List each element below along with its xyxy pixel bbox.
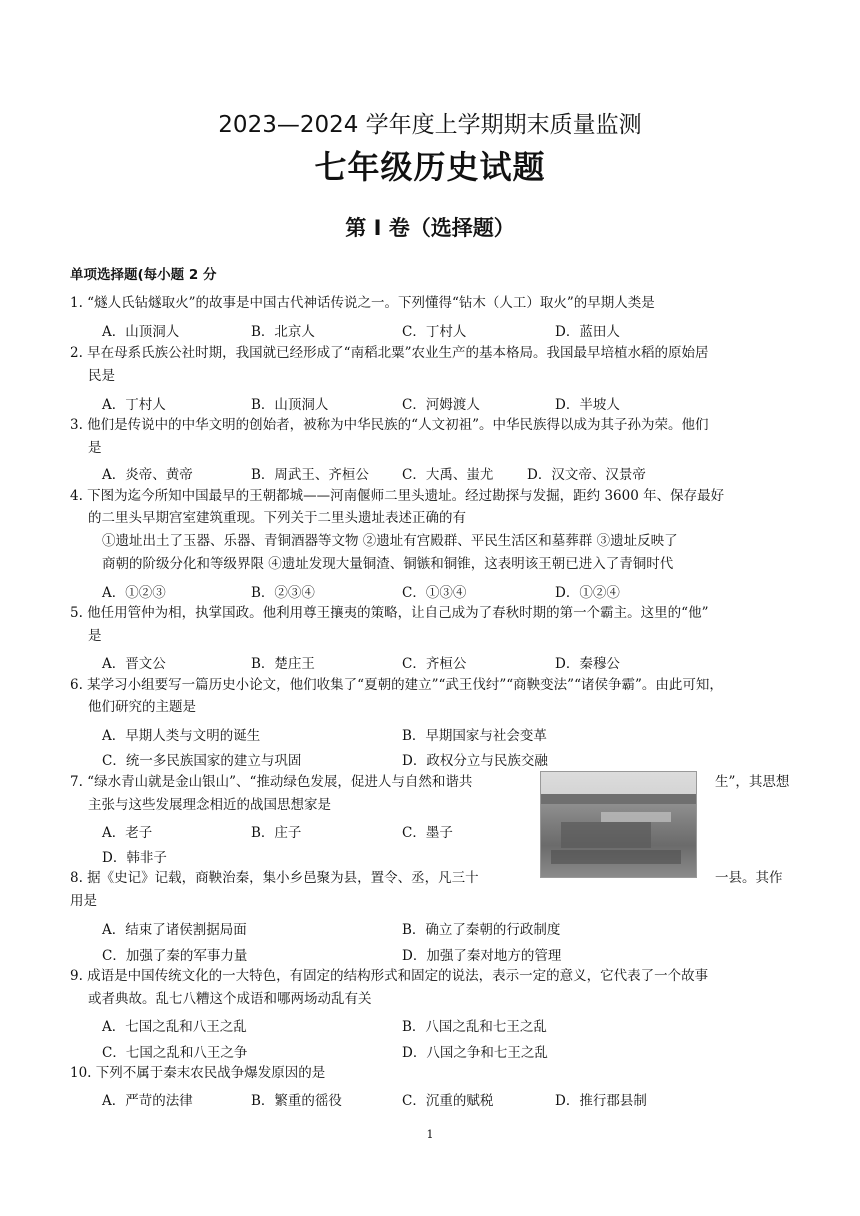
- q6-option-c: C．统一多民族国家的建立与巩固: [102, 753, 302, 769]
- q2-option-b: B．山顶洞人: [251, 397, 329, 413]
- question-1-stem: 1. “燧人氏钻燧取火”的故事是中国古代神话传说之一。下列懂得“钻木（人工）取火”的早期人类是: [70, 295, 655, 311]
- q7-option-a: A．老子: [102, 825, 153, 841]
- q9-option-b: B．八国之乱和七王之乱: [402, 1019, 547, 1035]
- q9-option-c: C．七国之乱和八王之争: [102, 1045, 248, 1061]
- q1-option-d: D．蓝田人: [555, 324, 620, 340]
- q1-option-b: B．北京人: [251, 324, 315, 340]
- volume-title: 第 I 卷（选择题）: [345, 216, 515, 240]
- question-2-stem: 2. 早在母系氏族公社时期，我国就已经形成了“南稻北粟”农业生产的基本格局。我国最早培植水稻的原始居: [70, 345, 709, 361]
- question-7-stem: 7. “绿水青山就是金山银山”、“推动绿色发展，促进人与自然和谐共: [70, 774, 473, 790]
- question-7-stem-cont: 主张与这些发展理念相近的战国思想家是: [88, 797, 331, 813]
- q6-option-d: D．政权分立与民族交融: [402, 753, 548, 769]
- question-6-stem-cont: 他们研究的主题是: [88, 699, 196, 715]
- question-5-stem-cont: 是: [88, 628, 102, 644]
- q4-option-a: A．①②③: [102, 585, 166, 601]
- q8-option-d: D．加强了秦对地方的管理: [402, 948, 562, 964]
- question-2-stem-cont: 民是: [88, 368, 115, 384]
- q4-option-d: D．①②④: [555, 585, 620, 601]
- q2-option-d: D．半坡人: [555, 397, 620, 413]
- exam-header-line1: 2023—2024 学年度上学期期末质量监测: [218, 112, 642, 138]
- question-7-stem-right: 生”，其思想: [715, 774, 790, 790]
- q8-option-a: A．结束了诸侯割据局面: [102, 922, 247, 938]
- q3-option-a: A．炎帝、黄帝: [102, 467, 193, 483]
- q5-option-a: A．晋文公: [102, 656, 166, 672]
- q9-option-d: D．八国之争和七王之乱: [402, 1045, 548, 1061]
- q7-option-d: D．韩非子: [102, 850, 167, 866]
- q10-option-b: B．繁重的徭役: [251, 1093, 342, 1109]
- q6-option-a: A．早期人类与文明的诞生: [102, 728, 261, 744]
- question-3-stem-cont: 是: [88, 440, 102, 456]
- q10-option-a: A．严苛的法律: [102, 1093, 193, 1109]
- q3-option-d: D．汉文帝、汉景帝: [527, 467, 646, 483]
- erlitou-site-photo: [540, 771, 697, 878]
- question-3-stem: 3. 他们是传说中的中华文明的创始者，被称为中华民族的“人文初祖”。中华民族得以成为其子孙为荣。他们: [70, 417, 709, 433]
- q10-option-c: C．沉重的赋税: [402, 1093, 494, 1109]
- question-10-stem: 10. 下列不属于秦末农民战争爆发原因的是: [70, 1065, 326, 1081]
- question-9-stem: 9. 成语是中国传统文化的一大特色，有固定的结构形式和固定的说法，表示一定的意义，它代表了一个故事: [70, 968, 709, 984]
- question-4-statements-1: ①遗址出土了玉器、乐器、青铜酒器等文物 ②遗址有宫殿群、平民生活区和墓葬群 ③遗址反映了: [102, 533, 678, 549]
- q2-option-a: A．丁村人: [102, 397, 166, 413]
- question-8-stem: 8. 据《史记》记载，商鞅治秦，集小乡邑聚为县，置令、丞，凡三十: [70, 870, 479, 886]
- question-4-stem-cont1: 的二里头早期宫室建筑重现。下列关于二里头遗址表述正确的有: [88, 510, 466, 526]
- q3-option-b: B．周武王、齐桓公: [251, 467, 369, 483]
- question-6-stem: 6. 某学习小组要写一篇历史小论文，他们收集了“夏朝的建立”“武王伐纣”“商鞅变法”“诸侯争霸”。由此可知，: [70, 677, 723, 693]
- question-8-stem-right: 一县。其作: [715, 870, 783, 886]
- question-4-statements-2: 商朝的阶级分化和等级界限 ④遗址发现大量铜渣、铜镞和铜锥，这表明该王朝已进入了青铜时代: [102, 556, 674, 572]
- q9-option-a: A．七国之乱和八王之乱: [102, 1019, 247, 1035]
- q8-option-b: B．确立了秦朝的行政制度: [402, 922, 561, 938]
- q1-option-a: A．山顶洞人: [102, 324, 180, 340]
- q5-option-b: B．楚庄王: [251, 656, 315, 672]
- q7-option-c: C．墨子: [402, 825, 453, 841]
- q1-option-c: C．丁村人: [402, 324, 467, 340]
- q4-option-b: B．②③④: [251, 585, 315, 601]
- section-heading: 单项选择题(每小题 2 分: [70, 267, 217, 283]
- q6-option-b: B．早期国家与社会变革: [402, 728, 547, 744]
- q4-option-c: C．①③④: [402, 585, 467, 601]
- question-5-stem: 5. 他任用管仲为相，执掌国政。他利用尊王攘夷的策略，让自己成为了春秋时期的第一个霸主。这里的“他”: [70, 605, 709, 621]
- q7-option-b: B．庄子: [251, 825, 302, 841]
- question-4-stem: 4. 下图为迄今所知中国最早的王朝都城——河南偃师二里头遗址。经过勘探与发掘，距约 3600 年、保存最好: [70, 488, 725, 504]
- q2-option-c: C．河姆渡人: [402, 397, 480, 413]
- q3-option-c: C．大禹、蚩尤: [402, 467, 494, 483]
- question-8-stem-cont: 用是: [70, 893, 97, 909]
- exam-title: 七年级历史试题: [314, 148, 546, 186]
- q8-option-c: C．加强了秦的军事力量: [102, 948, 248, 964]
- q5-option-c: C．齐桓公: [402, 656, 467, 672]
- question-9-stem-cont: 或者典故。乱七八糟这个成语和哪两场动乱有关: [88, 991, 372, 1007]
- page-number: 1: [426, 1128, 434, 1141]
- q5-option-d: D．秦穆公: [555, 656, 620, 672]
- q10-option-d: D．推行郡县制: [555, 1093, 647, 1109]
